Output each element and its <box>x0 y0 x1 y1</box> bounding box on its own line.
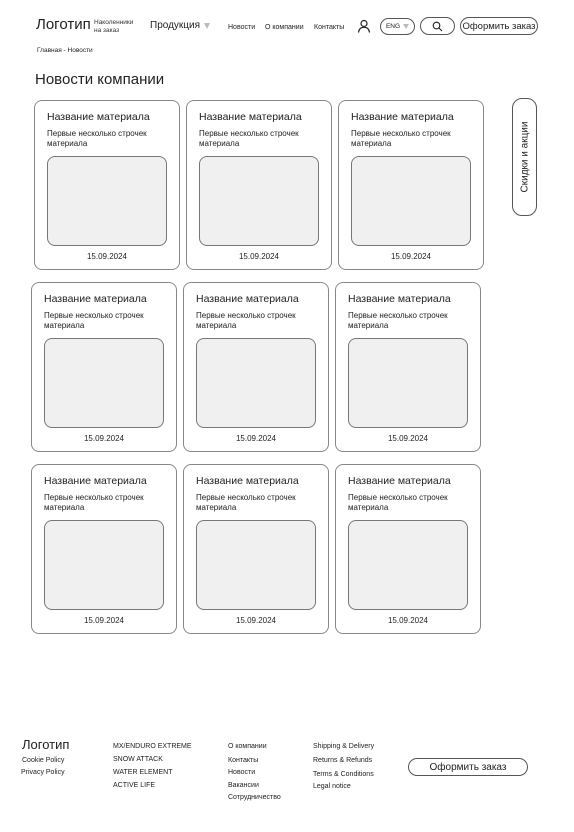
logo-subtitle: Наколенники на заказ <box>94 19 134 34</box>
footer-link-product[interactable]: ACTIVE LIFE <box>113 782 156 789</box>
logo[interactable]: Логотип <box>36 16 91 33</box>
caret-down-icon <box>403 24 409 29</box>
order-button[interactable]: Оформить заказ <box>460 17 538 35</box>
card-image-placeholder <box>196 520 316 610</box>
card-image-placeholder <box>348 520 468 610</box>
card-excerpt: Первые несколько строчек материала <box>44 493 144 512</box>
card-excerpt: Первые несколько строчек материала <box>196 493 296 512</box>
card-excerpt: Первые несколько строчек материала <box>348 493 448 512</box>
card-title: Название материала <box>348 293 451 305</box>
nav-link-news[interactable]: Новости <box>228 24 256 31</box>
card-excerpt: Первые несколько строчек материала <box>351 129 451 148</box>
footer-logo[interactable]: Логотип <box>22 737 70 752</box>
card-image-placeholder <box>348 338 468 428</box>
footer-link-privacy-policy[interactable]: Privacy Policy <box>21 769 65 776</box>
card-title: Название материала <box>44 475 147 487</box>
card-title: Название материала <box>196 475 299 487</box>
nav-link-about[interactable]: О компании <box>265 24 304 31</box>
footer-link-terms[interactable]: Terms & Conditions <box>313 771 374 778</box>
card-date: 15.09.2024 <box>235 616 277 625</box>
news-card[interactable] <box>338 100 484 270</box>
nav-products-label: Продукция <box>150 20 201 31</box>
nav-products-dropdown[interactable] <box>150 20 210 31</box>
language-label: ENG <box>385 23 401 30</box>
footer-order-button[interactable]: Оформить заказ <box>408 758 528 776</box>
card-date: 15.09.2024 <box>387 434 429 443</box>
footer-link-cookie-policy[interactable]: Cookie Policy <box>22 757 65 764</box>
discounts-side-tab[interactable] <box>512 98 537 216</box>
caret-down-icon <box>204 23 210 29</box>
card-date: 15.09.2024 <box>238 252 280 261</box>
news-card[interactable] <box>183 282 329 452</box>
card-date: 15.09.2024 <box>86 252 128 261</box>
nav-link-contacts[interactable]: Контакты <box>314 24 345 31</box>
footer-link-about[interactable]: О компании <box>228 743 267 750</box>
card-title: Название материала <box>196 293 299 305</box>
news-card[interactable] <box>31 282 177 452</box>
page-title: Новости компании <box>35 71 165 88</box>
footer-link-product[interactable]: SNOW ATTACK <box>113 756 163 763</box>
footer-link-returns[interactable]: Returns & Refunds <box>313 757 373 764</box>
card-title: Название материала <box>348 475 451 487</box>
card-excerpt: Первые несколько строчек материала <box>47 129 147 148</box>
card-excerpt: Первые несколько строчек материала <box>44 311 144 330</box>
search-button[interactable] <box>420 17 455 35</box>
footer-link-product[interactable]: WATER ELEMENT <box>113 769 173 776</box>
footer-link-legal-notice[interactable]: Legal notice <box>313 783 351 790</box>
card-date: 15.09.2024 <box>390 252 432 261</box>
card-excerpt: Первые несколько строчек материала <box>196 311 296 330</box>
card-image-placeholder <box>44 520 164 610</box>
side-tab-label: Скидки и акции <box>519 121 530 193</box>
news-card[interactable] <box>186 100 332 270</box>
footer-link-vacancies[interactable]: Вакансии <box>228 782 259 789</box>
card-title: Название материала <box>351 111 454 123</box>
user-icon[interactable] <box>357 19 371 33</box>
news-card[interactable] <box>335 464 481 634</box>
card-image-placeholder <box>44 338 164 428</box>
news-card[interactable] <box>335 282 481 452</box>
card-date: 15.09.2024 <box>235 434 277 443</box>
footer-link-shipping[interactable]: Shipping & Delivery <box>313 743 375 750</box>
breadcrumb[interactable]: Главная - Новости <box>37 47 93 54</box>
news-card[interactable] <box>183 464 329 634</box>
search-icon <box>432 21 443 32</box>
card-image-placeholder <box>47 156 167 246</box>
card-excerpt: Первые несколько строчек материала <box>348 311 448 330</box>
card-title: Название материала <box>44 293 147 305</box>
footer-link-cooperation[interactable]: Сотрудничество <box>228 794 281 801</box>
news-card[interactable] <box>31 464 177 634</box>
news-card[interactable] <box>34 100 180 270</box>
card-title: Название материала <box>47 111 150 123</box>
card-image-placeholder <box>196 338 316 428</box>
card-date: 15.09.2024 <box>83 616 125 625</box>
footer-link-news[interactable]: Новости <box>228 769 256 776</box>
card-title: Название материала <box>199 111 302 123</box>
card-date: 15.09.2024 <box>387 616 429 625</box>
footer-link-contacts[interactable]: Контакты <box>228 757 259 764</box>
card-date: 15.09.2024 <box>83 434 125 443</box>
card-excerpt: Первые несколько строчек материала <box>199 129 299 148</box>
card-image-placeholder <box>351 156 471 246</box>
card-image-placeholder <box>199 156 319 246</box>
footer-link-product[interactable]: MX/ENDURO EXTREME <box>113 743 192 750</box>
language-selector[interactable] <box>380 18 415 35</box>
